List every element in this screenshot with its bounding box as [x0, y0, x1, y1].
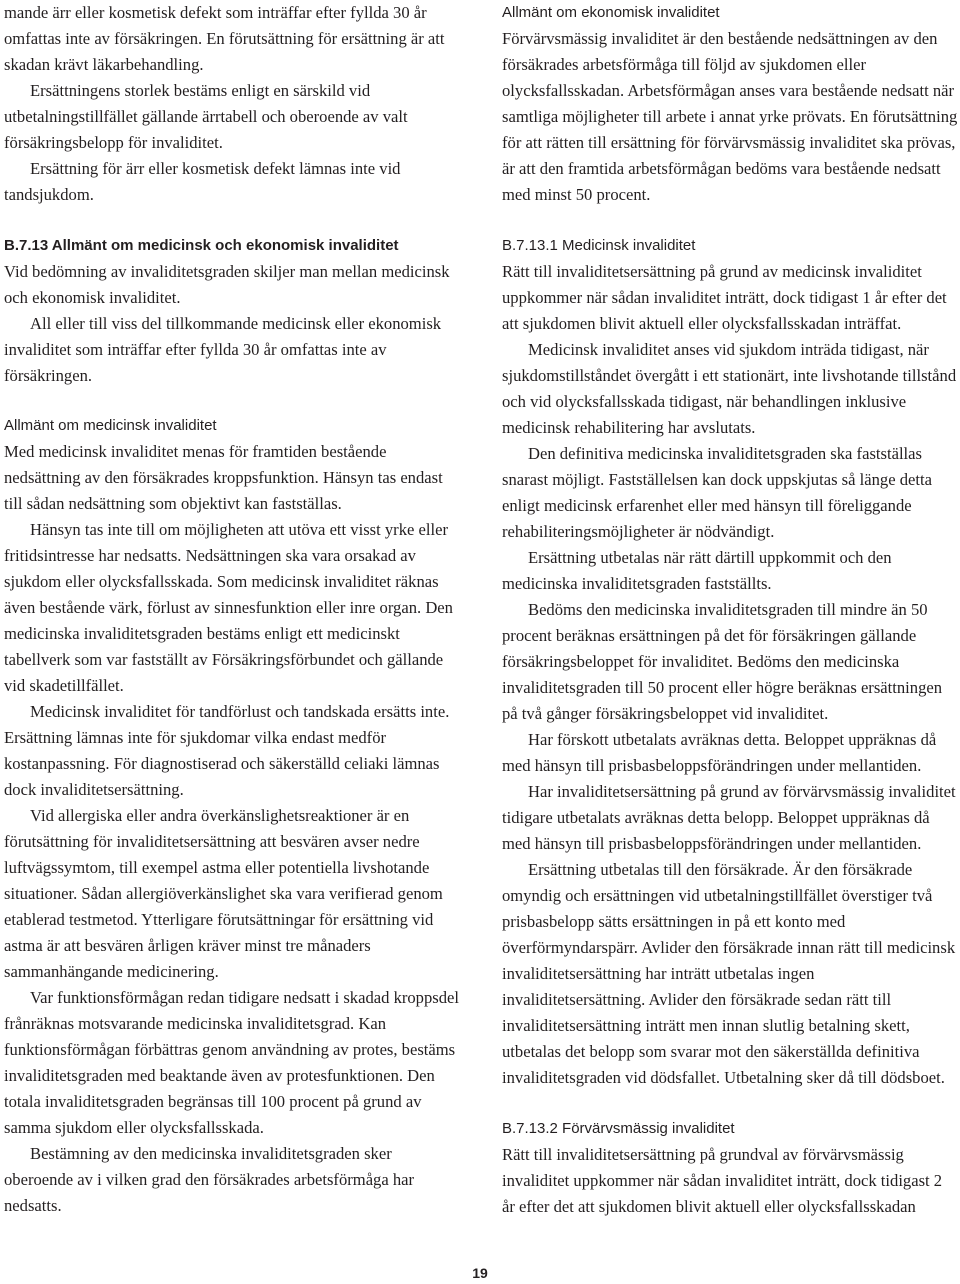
body-paragraph: Medicinsk invaliditet anses vid sjukdom inträda tidigast, när sjukdomstillståndet övergått i ett stationärt, inte livshotande tillstånd och vid olycksfallsskada tidigast, när behandlingen inklusive medicinsk rehabilitering har avslutats. — [502, 340, 957, 437]
continued-scar-section — [4, 0, 462, 208]
general-economic-body — [502, 26, 958, 208]
body-paragraph: Rätt till invaliditetsersättning på grund av medicinsk invaliditet uppkommer när sådan invaliditet inträtt, dock tidigast 1 år efter det att sjukdomen blivit aktuell eller olycksfallsskadan inträffat. — [502, 262, 947, 333]
body-paragraph: Bestämning av den medicinska invaliditetsgraden sker oberoende av i vilken grad den försäkrades arbetsförmåga har nedsatts. — [4, 1144, 415, 1215]
body-paragraph: All eller till viss del tillkommande medicinsk eller ekonomisk invaliditet som inträffar efter fyllda 30 år omfattas inte av försäkringen. — [4, 314, 442, 385]
body-paragraph: Rätt till invaliditetsersättning på grundval av förvärvsmässig invaliditet uppkommer när sådan invaliditet inträtt, dock tidigast 2 år efter det att sjukdomen blivit aktuell eller olycksfallsskadan — [502, 1145, 943, 1216]
body-paragraph: Vid bedömning av invaliditetsgraden skiljer man mellan medicinsk och ekonomisk invaliditet. — [4, 262, 450, 307]
section-b7131-body — [502, 259, 958, 1091]
right-column — [502, 0, 958, 1220]
body-paragraph: Den definitiva medicinska invaliditetsgraden ska fastställas snarast möjligt. Fastställelsen kan dock uppskjutas så länge detta enligt medicinsk erfarenhet eller med hänsyn till föreliggande rehabiliteringsmöjligheter är nödvändigt. — [502, 444, 932, 541]
section-b7132-body — [502, 1142, 958, 1220]
section-b713-body — [4, 259, 462, 389]
body-paragraph: Bedöms den medicinska invaliditetsgraden till mindre än 50 procent beräknas ersättningen på det för försäkringen gällande försäkringsbeloppet för invaliditet. Bedöms den medicinska invaliditetsgraden till 50 procent eller högre beräknas ersättningen på två gånger försäkringsbeloppet vid invaliditet. — [502, 600, 943, 723]
subheading-general-medical: Allmänt om medicinsk invaliditet — [4, 417, 217, 434]
section-heading-b7131: B.7.13.1 Medicinsk invaliditet — [502, 237, 696, 254]
body-paragraph: Ersättning för ärr eller kosmetisk defekt lämnas inte vid tandsjukdom. — [4, 159, 401, 204]
section-heading-b713: B.7.13 Allmänt om medicinsk och ekonomisk invaliditet — [4, 237, 399, 254]
body-paragraph: Har invaliditetsersättning på grund av förvärvsmässig invaliditet tidigare utbetalats avräknas detta belopp. Beloppet uppräknas då med hänsyn till prisbasbeloppsförändringen under mellantiden. — [502, 782, 956, 853]
subheading-general-economic: Allmänt om ekonomisk invaliditet — [502, 4, 720, 21]
body-paragraph: Vid allergiska eller andra överkänslighetsreaktioner är en förutsättning för invaliditetsersättning att besvären avser nedre luftvägssymtom, till exempel astma eller potentiella livshotande situationer. Sådan allergiöverkänslighet ska vara verifierad genom etablerad testmetod. Ytterligare förutsättningar för ersättning vid astma är att besvären årligen kräver minst tre månaders sammanhängande medicinering. — [4, 806, 443, 981]
body-paragraph: mande ärr eller kosmetisk defekt som inträffar efter fyllda 30 år omfattas inte av försäkringen. En förutsättning för ersättning är att skadan krävt läkarbehandling. — [4, 3, 445, 74]
section-heading-b7132: B.7.13.2 Förvärvsmässig invaliditet — [502, 1120, 735, 1137]
body-paragraph: Förvärvsmässig invaliditet är den bestående nedsättningen av den försäkrades arbetsförmåga till följd av sjukdomen eller olycksfallsskadan. Arbetsförmågan anses vara bestående nedsatt när samtliga möjligheter till arbete i annat yrke prövats. En förutsättning för att rätten till ersättning för förvärvsmässig invaliditet ska prövas, är att den framtida arbetsförmågan bedöms vara bestående nedsatt med minst 50 procent. — [502, 29, 958, 204]
body-paragraph: Hänsyn tas inte till om möjligheten att utöva ett visst yrke eller fritidsintresse har nedsatts. Nedsättningen ska vara orsakad av sjukdom eller olycksfallsskada. Som medicinsk invaliditet räknas även bestående värk, förlust av sinnesfunktion eller inre organ. Den medicinska invaliditetsgraden bestäms enligt ett medicinskt tabellverk som var fastställt av Försäkringsförbundet och gällande vid skadetillfället. — [4, 520, 453, 695]
body-paragraph: Medicinsk invaliditet för tandförlust och tandskada ersätts inte. Ersättning lämnas inte för sjukdomar vilka endast medför kostanpassning. För diagnostiserad och säkerställd celiaki lämnas dock invaliditetsersättning. — [4, 702, 450, 799]
body-paragraph: Ersättning utbetalas till den försäkrade. Är den försäkrade omyndig och ersättningen vid utbetalningstillfället överstiger två prisbasbelopp sätts ersättningen in på ett konto med överförmyndarspärr. Avlider den försäkrade innan rätt till medicinsk invaliditetsersättning har inträtt utbetalas ingen invaliditetsersättning. Avlider den försäkrade sedan rätt till invaliditetsersättning inträtt men innan slutlig betalning skett, utbetalas det belopp som svarar mot den säkerställda definitiva invaliditetsgraden vid dödsfallet. Utbetalning sker då till dödsboet. — [502, 860, 956, 1087]
body-paragraph: Ersättning utbetalas när rätt därtill uppkommit och den medicinska invaliditetsgraden fastställts. — [502, 548, 892, 593]
body-paragraph: Var funktionsförmågan redan tidigare nedsatt i skadad kroppsdel frånräknas motsvarande medicinska invaliditetsgrad. Kan funktionsförmågan förbättras genom användning av protes, bestäms invaliditetsgraden med beaktande även av protesfunktionen. Den totala invaliditetsgraden begränsas till 100 procent på grund av samma sjukdom eller olycksfallsskada. — [4, 988, 460, 1137]
page-number: 19 — [472, 1265, 488, 1281]
body-paragraph: Har förskott utbetalats avräknas detta. Beloppet uppräknas då med hänsyn till prisbasbeloppsförändringen under mellantiden. — [502, 730, 937, 775]
body-paragraph: Ersättningens storlek bestäms enligt en särskild vid utbetalningstillfället gällande ärrtabell och oberoende av valt försäkringsbelopp för invaliditet. — [4, 81, 408, 152]
general-medical-body — [4, 439, 462, 1219]
body-paragraph: Med medicinsk invaliditet menas för framtiden bestående nedsättning av den försäkrades kroppsfunktion. Hänsyn tas endast till sådan nedsättning som objektivt kan fastställas. — [4, 442, 443, 513]
left-column — [4, 0, 462, 1219]
